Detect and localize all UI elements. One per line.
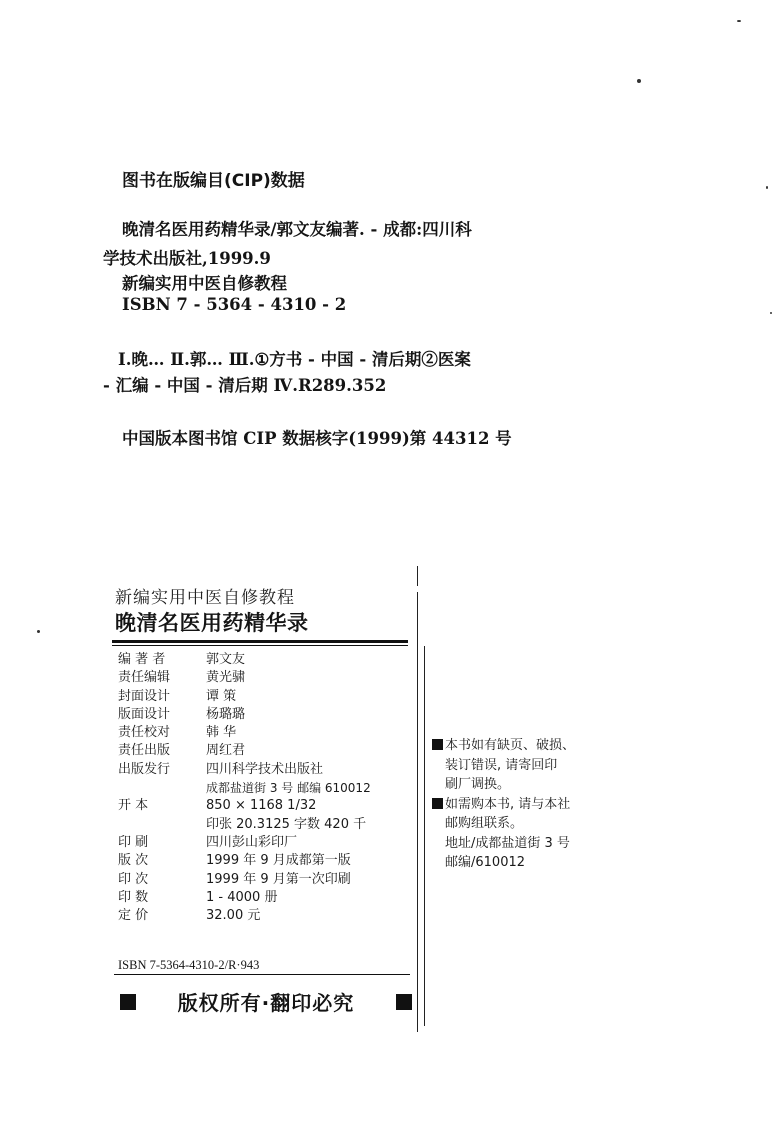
table-row: 编 著 者 郭文友 bbox=[118, 652, 246, 667]
cip-isbn: ISBN 7 - 5364 - 4310 - 2 bbox=[122, 295, 347, 314]
table-row: 成都盐道街 3 号 邮编 610012 bbox=[206, 781, 371, 796]
scan-speck bbox=[770, 312, 772, 314]
book-title: 晚清名医用药精华录 bbox=[115, 611, 309, 635]
table-row: 印 数 1 - 4000 册 bbox=[118, 889, 278, 905]
table-row: 责任校对 韩 华 bbox=[118, 725, 237, 741]
notice-item-defects: 本书如有缺页、破损、 bbox=[432, 736, 575, 756]
colophon-bottom-rule bbox=[114, 974, 410, 975]
cip-line-3: 新编实用中医自修教程 bbox=[122, 274, 287, 293]
table-row: 印 次 1999 年 9 月第一次印刷 bbox=[118, 871, 351, 887]
scan-speck bbox=[766, 186, 768, 189]
table-row: 版面设计 杨璐璐 bbox=[118, 706, 246, 722]
table-row: 定 价 32.00 元 bbox=[118, 908, 261, 924]
cip-classification-2: - 汇编 - 中国 - 清后期 Ⅳ.R289.352 bbox=[103, 376, 387, 395]
colophon-table bbox=[118, 651, 371, 925]
scan-speck bbox=[37, 630, 40, 633]
title-rule-thick bbox=[112, 640, 408, 643]
separator-line bbox=[417, 592, 418, 1032]
notice-item-order: 如需购本书, 请与本社 bbox=[432, 795, 575, 815]
title-rule-thin bbox=[112, 645, 408, 646]
cip-line-1: 晚清名医用药精华录/郭文友编著. - 成都:四川科 bbox=[122, 220, 472, 239]
separator-line bbox=[424, 646, 425, 1026]
colophon-isbn: ISBN 7-5364-4310-2/R·943 bbox=[118, 958, 260, 972]
table-row: 开 本 850 × 1168 1/32 bbox=[118, 798, 317, 814]
square-bullet-icon bbox=[432, 739, 443, 750]
cip-line-2: 学技术出版社,1999.9 bbox=[103, 249, 271, 268]
table-row: 封面设计 谭 策 bbox=[118, 688, 237, 704]
table-row: 责任编辑 黄光骕 bbox=[118, 670, 246, 686]
scan-speck bbox=[737, 20, 741, 22]
cip-record-number: 中国版本图书馆 CIP 数据核字(1999)第 44312 号 bbox=[122, 429, 512, 448]
cip-classification-1: Ⅰ.晚… Ⅱ.郭… Ⅲ.①方书 - 中国 - 清后期②医案 bbox=[118, 350, 471, 369]
table-row: 版 次 1999 年 9 月成都第一版 bbox=[118, 853, 351, 869]
square-bullet-icon bbox=[396, 994, 412, 1010]
table-row: 责任出版 周红君 bbox=[118, 743, 246, 759]
series-title: 新编实用中医自修教程 bbox=[115, 588, 295, 608]
table-row: 出版发行 四川科学技术出版社 bbox=[118, 761, 324, 777]
copyright-banner bbox=[120, 987, 412, 1016]
table-row: 印张 20.3125 字数 420 千 bbox=[206, 816, 367, 832]
scan-speck bbox=[637, 79, 641, 83]
square-bullet-icon bbox=[432, 798, 443, 809]
cip-heading: 图书在版编目(CIP)数据 bbox=[122, 171, 305, 191]
copyright-text: 版权所有·翻印必究 bbox=[177, 991, 355, 1015]
square-bullet-icon bbox=[120, 994, 136, 1010]
customer-notice: 本书如有缺页、破损、 装订错误, 请寄回印 刷厂调换。 如需购本书, 请与本社 邮购组联系。 地址/成都盐道街 3 号 邮编/610012 bbox=[432, 736, 575, 873]
table-row: 印 刷 四川彭山彩印厂 bbox=[118, 834, 298, 850]
separator-line bbox=[417, 566, 418, 586]
